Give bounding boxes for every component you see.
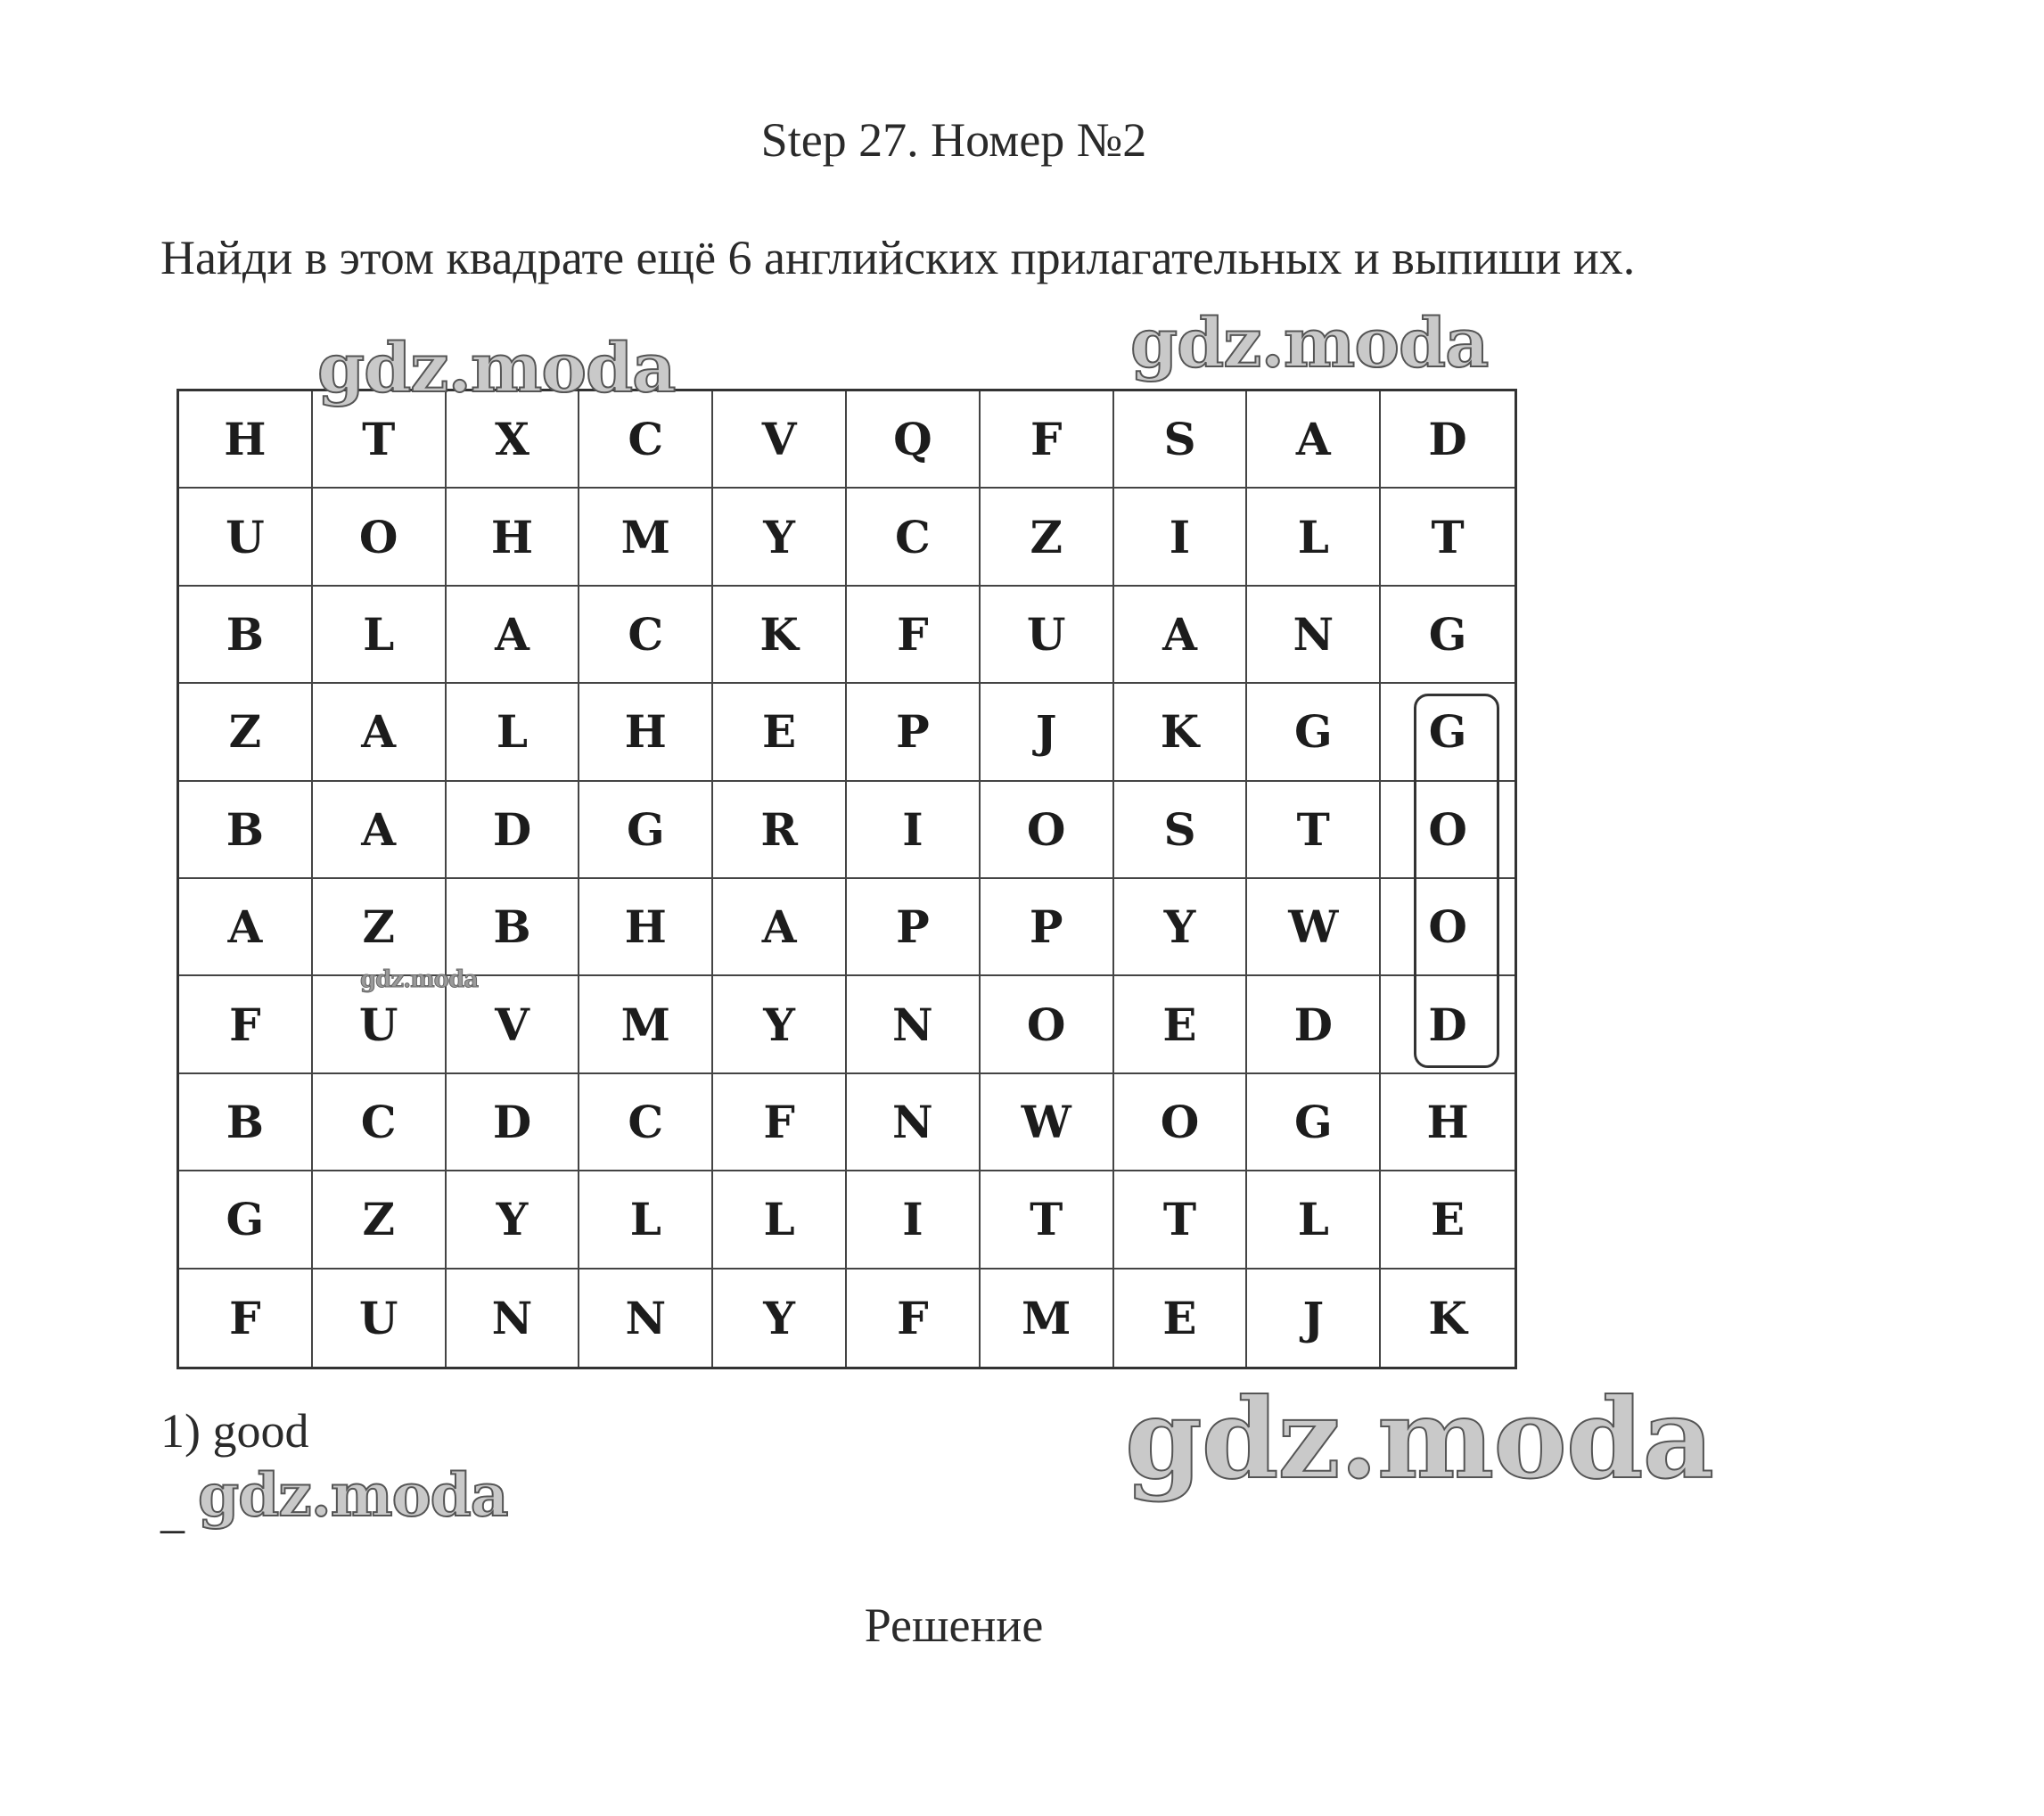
grid-cell: A xyxy=(313,782,447,879)
grid-cell: N xyxy=(447,1270,580,1367)
grid-cell: Y xyxy=(713,976,847,1073)
answer-line: 1) good xyxy=(160,1404,309,1458)
grid-cell: O xyxy=(1114,1074,1248,1171)
grid-cell: K xyxy=(1114,684,1248,781)
grid-cell: M xyxy=(579,489,713,586)
grid-cell: U xyxy=(313,1270,447,1367)
grid-cell: T xyxy=(1381,489,1515,586)
grid-cell: P xyxy=(981,879,1114,976)
grid-cell: W xyxy=(1247,879,1381,976)
grid-cell: B xyxy=(179,587,313,684)
grid-cell: E xyxy=(1114,1270,1248,1367)
grid-cell: C xyxy=(313,1074,447,1171)
grid-cell: F xyxy=(847,587,981,684)
grid-cell: Z xyxy=(179,684,313,781)
grid-cell: N xyxy=(579,1270,713,1367)
grid-cell: I xyxy=(847,782,981,879)
grid-cell: I xyxy=(1114,489,1248,586)
grid-cell: M xyxy=(579,976,713,1073)
letter-grid xyxy=(179,391,1515,1367)
grid-cell: M xyxy=(981,1270,1114,1367)
grid-cell: H xyxy=(179,391,313,489)
grid-cell: E xyxy=(713,684,847,781)
grid-cell: G xyxy=(1381,684,1515,781)
grid-cell: O xyxy=(981,782,1114,879)
grid-cell: G xyxy=(179,1171,313,1269)
grid-cell: F xyxy=(179,1270,313,1367)
watermark-logo: gdz.moda xyxy=(198,1460,508,1530)
grid-cell: Y xyxy=(713,1270,847,1367)
grid-cell: A xyxy=(1114,587,1248,684)
grid-cell: F xyxy=(179,976,313,1073)
grid-cell: O xyxy=(1381,782,1515,879)
page-title: Step 27. Номер №2 xyxy=(760,113,1147,167)
grid-cell: F xyxy=(713,1074,847,1171)
task-instruction: Найди в этом квадрате ещё 6 английских прилагательных и выпиши их. xyxy=(160,231,1636,284)
grid-cell: D xyxy=(447,1074,580,1171)
grid-cell: Z xyxy=(313,1171,447,1269)
grid-cell: U xyxy=(179,489,313,586)
grid-cell: D xyxy=(1247,976,1381,1073)
grid-cell: L xyxy=(1247,1171,1381,1269)
grid-cell: H xyxy=(579,684,713,781)
grid-cell: K xyxy=(1428,1291,1467,1344)
grid-cell: A xyxy=(313,684,447,781)
grid-cell: V xyxy=(447,976,580,1073)
watermark-logo: gdz.moda xyxy=(360,966,479,993)
grid-cell: H xyxy=(447,489,580,586)
grid-cell: S xyxy=(1114,782,1248,879)
grid-cell: I xyxy=(847,1171,981,1269)
grid-cell: N xyxy=(1247,587,1381,684)
grid-cell: Y xyxy=(1114,879,1248,976)
grid-cell: E xyxy=(1114,976,1248,1073)
grid-cell: O xyxy=(313,489,447,586)
grid-cell: H xyxy=(1381,1074,1515,1171)
grid-cell: O xyxy=(1381,879,1515,976)
grid-cell: G xyxy=(1381,587,1515,684)
grid-cell: T xyxy=(1114,1171,1248,1269)
grid-cell: Y xyxy=(447,1171,580,1269)
grid-cell: C xyxy=(847,489,981,586)
grid-cell: G xyxy=(579,782,713,879)
grid-cell: C xyxy=(579,391,713,489)
grid-cell: K xyxy=(713,587,847,684)
grid-cell: L xyxy=(313,587,447,684)
grid-cell: L xyxy=(713,1171,847,1269)
solution-label: Решение xyxy=(864,1598,1044,1652)
watermark-logo: gdz.moda xyxy=(1125,1375,1713,1504)
grid-cell: Z xyxy=(981,489,1114,586)
grid-cell: T xyxy=(1247,782,1381,879)
grid-cell: F xyxy=(981,391,1114,489)
grid-cell: S xyxy=(1114,391,1248,489)
grid-cell: A xyxy=(1247,391,1381,489)
watermark-logo: gdz.moda xyxy=(317,328,676,407)
grid-cell: T xyxy=(981,1171,1114,1269)
grid-cell: L xyxy=(447,684,580,781)
grid-cell: B xyxy=(447,879,580,976)
watermark-logo: gdz.moda xyxy=(1130,303,1489,382)
grid-cell: V xyxy=(713,391,847,489)
grid-cell: D xyxy=(1381,976,1515,1073)
grid-cell: J xyxy=(1247,1270,1381,1367)
grid-cell: E xyxy=(1381,1171,1515,1269)
grid-cell: B xyxy=(179,782,313,879)
grid-cell: C xyxy=(579,587,713,684)
grid-cell: G xyxy=(1247,1074,1381,1171)
grid-cell: T xyxy=(313,391,447,489)
grid-cell: D xyxy=(447,782,580,879)
grid-cell: L xyxy=(579,1171,713,1269)
grid-cell: N xyxy=(847,976,981,1073)
grid-cell: A xyxy=(447,587,580,684)
word-search-grid xyxy=(176,389,1517,1369)
grid-cell: Z xyxy=(313,879,447,976)
grid-cell: R xyxy=(713,782,847,879)
grid-cell: G xyxy=(1247,684,1381,781)
grid-cell: O xyxy=(981,976,1114,1073)
grid-cell: U xyxy=(981,587,1114,684)
grid-cell: P xyxy=(847,684,981,781)
grid-cell: C xyxy=(579,1074,713,1171)
grid-cell: A xyxy=(713,879,847,976)
grid-cell: J xyxy=(981,684,1114,781)
grid-cell: P xyxy=(847,879,981,976)
grid-cell: F xyxy=(847,1270,981,1367)
grid-cell: Y xyxy=(713,489,847,586)
grid-cell: X xyxy=(447,391,580,489)
grid-cell: U xyxy=(313,976,447,1073)
grid-cell: B xyxy=(179,1074,313,1171)
grid-cell: N xyxy=(847,1074,981,1171)
grid-cell: L xyxy=(1247,489,1381,586)
grid-cell: A xyxy=(179,879,313,976)
grid-cell: H xyxy=(579,879,713,976)
grid-cell: W xyxy=(981,1074,1114,1171)
grid-cell: Q xyxy=(847,391,981,489)
grid-cell: D xyxy=(1381,391,1515,489)
blank-answer-line: _ xyxy=(160,1484,185,1538)
